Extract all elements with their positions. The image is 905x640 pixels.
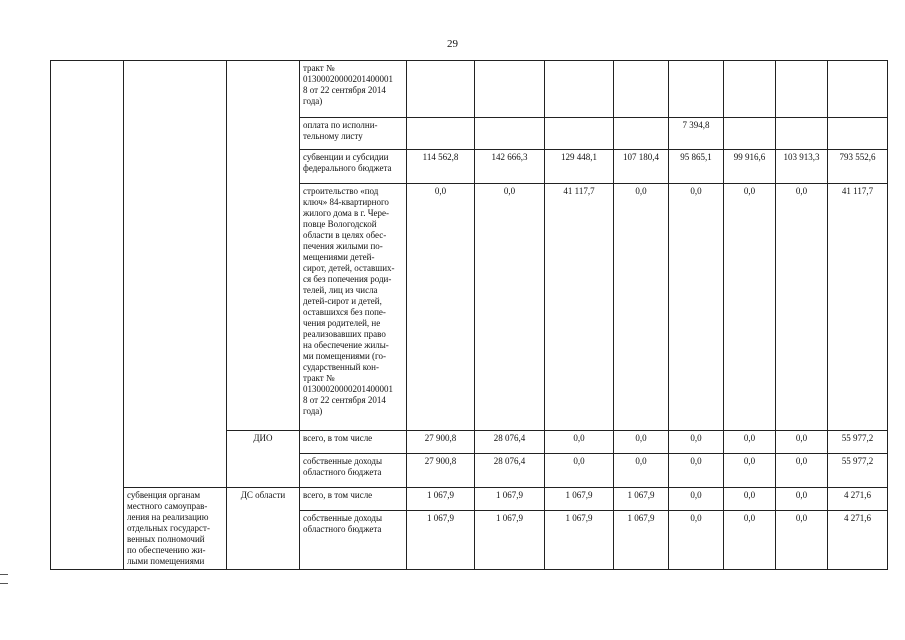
value-cell: 27 900,8 <box>407 454 475 488</box>
value-cell <box>828 118 888 150</box>
value-cell: 1 067,9 <box>407 510 475 569</box>
value-cell: 41 117,7 <box>828 184 888 431</box>
value-cell: 142 666,3 <box>475 150 545 184</box>
value-cell: 1 067,9 <box>407 488 475 511</box>
value-cell: 0,0 <box>475 184 545 431</box>
value-cell: 41 117,7 <box>545 184 614 431</box>
page-number: 29 <box>447 38 458 50</box>
value-cell <box>828 61 888 118</box>
value-cell: 103 913,3 <box>776 150 828 184</box>
executor-cell: ДИО <box>227 431 300 488</box>
value-cell: 0,0 <box>776 184 828 431</box>
value-cell: 1 067,9 <box>545 510 614 569</box>
value-cell: 0,0 <box>614 431 669 454</box>
value-cell: 0,0 <box>669 454 724 488</box>
executor-cell <box>227 61 300 431</box>
source-cell: строительство «под ключ» 84-квартирного жилого дома в г. Чере- повце Вологодской области в целях обес- печения жилыми по- мещениями детей- сирот, детей, оставших- ся без попечения роди- телей, лиц из числа детей-сирот и детей, оставшихся без попе- чения родителей, не реализовавших право на обеспечение жилы- ми помещениями (го- сударственный кон- тракт № 01300020000201400001 8 от 22 сентября 2014 года) <box>300 184 407 431</box>
value-cell: 55 977,2 <box>828 431 888 454</box>
name-cell: субвенция органам местного самоуправ- ления на реализацию отдельных государст- венных полномочий по обеспечению жи- лыми помещениями <box>124 488 227 570</box>
name-cell <box>124 61 227 488</box>
value-cell <box>724 118 776 150</box>
value-cell: 1 067,9 <box>475 488 545 511</box>
value-cell: 1 067,9 <box>475 510 545 569</box>
margin-mark <box>0 583 8 584</box>
value-cell: 129 448,1 <box>545 150 614 184</box>
value-cell <box>407 118 475 150</box>
value-cell <box>475 61 545 118</box>
executor-cell: ДС области <box>227 488 300 570</box>
value-cell <box>545 118 614 150</box>
value-cell: 27 900,8 <box>407 431 475 454</box>
value-cell <box>614 118 669 150</box>
source-cell: всего, в том числе <box>300 431 407 454</box>
value-cell: 0,0 <box>724 431 776 454</box>
value-cell: 0,0 <box>614 184 669 431</box>
value-cell: 99 916,6 <box>724 150 776 184</box>
value-cell <box>669 61 724 118</box>
value-cell: 0,0 <box>669 510 724 569</box>
margin-mark <box>0 574 8 575</box>
source-cell: собственные доходы областного бюджета <box>300 510 407 569</box>
value-cell <box>724 61 776 118</box>
value-cell: 0,0 <box>776 510 828 569</box>
blank-cell <box>51 61 124 570</box>
value-cell: 7 394,8 <box>669 118 724 150</box>
value-cell: 0,0 <box>669 488 724 511</box>
source-cell: оплата по исполни- тельному листу <box>300 118 407 150</box>
source-cell: собственные доходы областного бюджета <box>300 454 407 488</box>
value-cell: 0,0 <box>724 184 776 431</box>
value-cell: 0,0 <box>724 510 776 569</box>
program-table <box>50 60 888 570</box>
value-cell <box>407 61 475 118</box>
value-cell: 0,0 <box>614 454 669 488</box>
value-cell: 0,0 <box>776 488 828 511</box>
value-cell: 1 067,9 <box>614 510 669 569</box>
value-cell: 114 562,8 <box>407 150 475 184</box>
value-cell: 0,0 <box>669 184 724 431</box>
source-cell: всего, в том числе <box>300 488 407 511</box>
value-cell: 28 076,4 <box>475 454 545 488</box>
table-row <box>51 61 888 118</box>
value-cell: 4 271,6 <box>828 510 888 569</box>
value-cell <box>776 118 828 150</box>
value-cell: 28 076,4 <box>475 431 545 454</box>
source-cell: субвенции и субсидии федерального бюджета <box>300 150 407 184</box>
value-cell: 4 271,6 <box>828 488 888 511</box>
value-cell: 1 067,9 <box>545 488 614 511</box>
value-cell: 0,0 <box>669 431 724 454</box>
value-cell <box>545 61 614 118</box>
value-cell: 0,0 <box>724 454 776 488</box>
value-cell: 0,0 <box>545 431 614 454</box>
value-cell <box>776 61 828 118</box>
value-cell: 793 552,6 <box>828 150 888 184</box>
table-row <box>51 488 888 511</box>
value-cell: 95 865,1 <box>669 150 724 184</box>
value-cell: 1 067,9 <box>614 488 669 511</box>
value-cell: 0,0 <box>776 431 828 454</box>
value-cell: 0,0 <box>407 184 475 431</box>
value-cell <box>475 118 545 150</box>
value-cell: 0,0 <box>545 454 614 488</box>
value-cell <box>614 61 669 118</box>
value-cell: 0,0 <box>776 454 828 488</box>
source-cell: тракт № 01300020000201400001 8 от 22 сентября 2014 года) <box>300 61 407 118</box>
value-cell: 55 977,2 <box>828 454 888 488</box>
value-cell: 0,0 <box>724 488 776 511</box>
value-cell: 107 180,4 <box>614 150 669 184</box>
